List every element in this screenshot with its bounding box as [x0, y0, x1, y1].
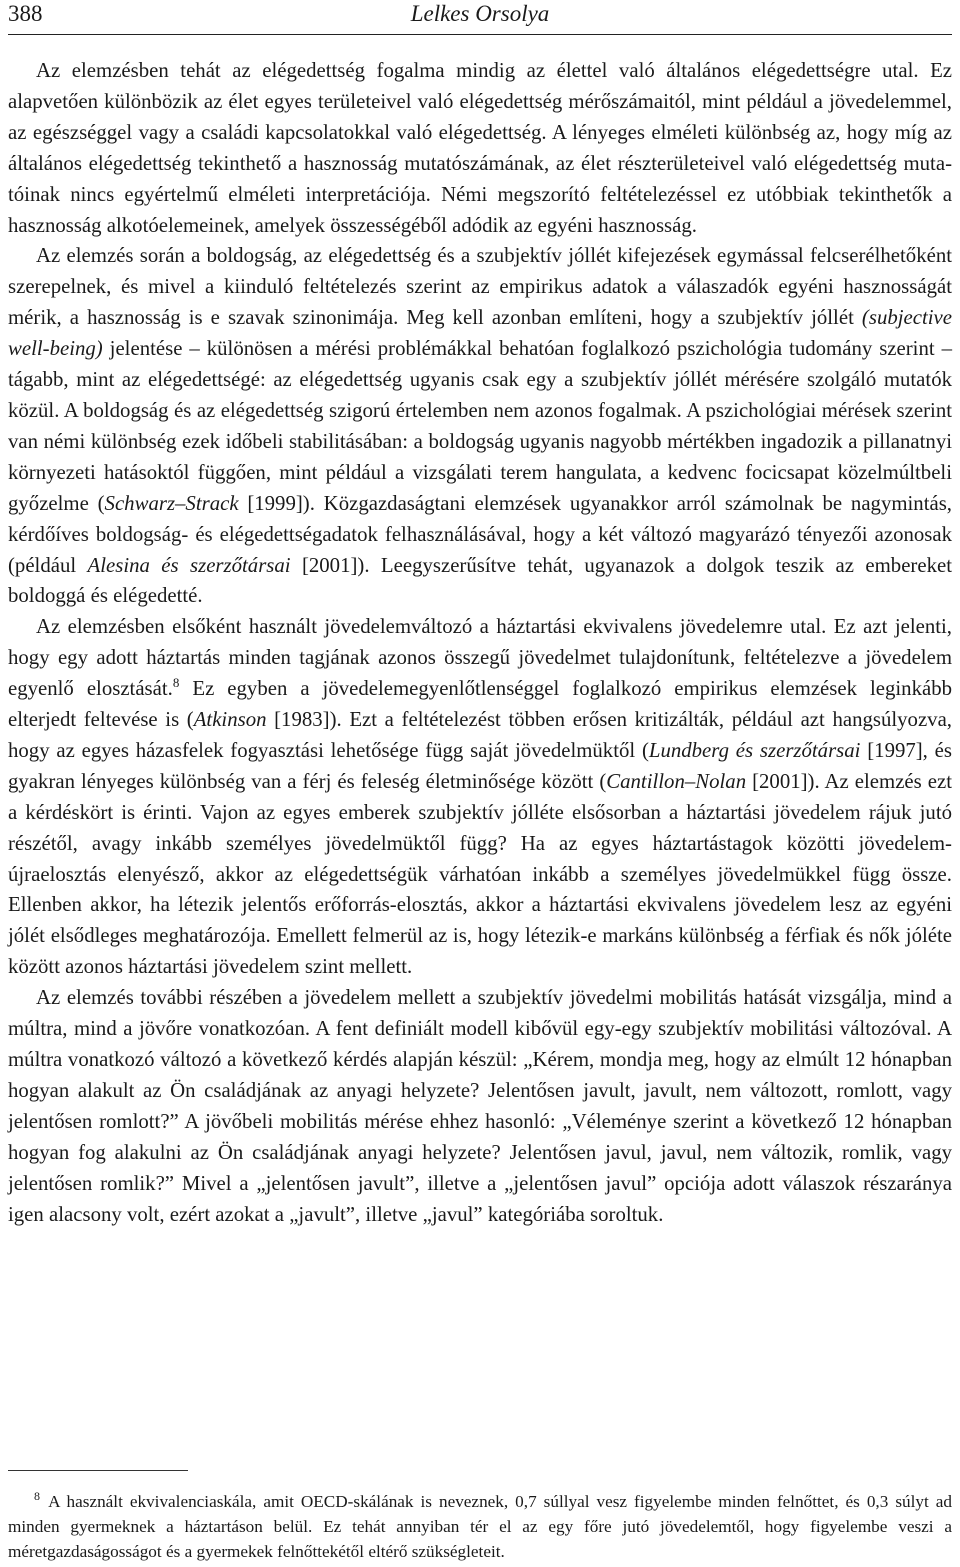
paragraph: [8, 241, 952, 612]
text-run: Az elemzés során a boldogság, az elégedettség és a szubjektív jóllét kifejezések egymással felcserélhetőként szerepelnek, és mivel a kiinduló feltételezés szerint az empirikus adatok a válaszadók egyéni hasznosságát mérik, a hasznosság is e szavak szinonimája. Meg kell azonban említeni, hogy a szubjektív jóllét: [8, 244, 952, 330]
text-run: jelentése – különösen a mérési problémákkal behatóan foglalkozó pszichológia tudomány szerint – tágabb, mint az elégedettségé: az elégedettség ugyanis csak egy a szubjektív jóllét mérésére szolgáló mutatók közül. A boldogság és az elégedettség szigorú értelemben nem azonos fogalmak. A pszichológiai mérések szerint van némi különbség ezek időbeli stabilitásában: a boldogság ugyanis nagyobb mértékben ingadozik a pillanatnyi környezeti hatásoktól függően, mint például a vizsgálati terem hangulata, a kedvenc focicsapat közelmúltbeli győzelme (: [8, 337, 952, 515]
text-run: Az elemzésben tehát az elégedettség fogalma mindig az élettel való általános elégedettségre utal. Ez alapvetően különbözik az élet egyes területeivel való elégedettség mérőszámaitól, mint például a jövedelemmel, az egészséggel vagy a családi kapcsolatokkal való elégedettség. A lényeges elméleti különbség az, hogy míg az általános elégedettség tekinthető a hasznosság mutatószámának, az élet részterületeivel való elégedettség mutatóinak nincs egyértelmű elméleti interpretációja. Némi megszorító feltételezéssel ez utóbbiak tekinthetők a hasznosság alkotóelemeinek, amelyek összességéből adódik az egyéni hasznosság.: [8, 59, 952, 237]
text-run: Az elemzésben elsőként használt jövedelemváltozó a háztartási ekvivalens jövedelemre utal. Ez azt jelenti, hogy egy adott háztartás minden tagjának azonos összegű jövedelmet tulajdonítunk, feltételezve a jövedelem egyenlő elosztását.: [8, 615, 952, 701]
footnote-divider: [8, 1470, 188, 1471]
footnote: [8, 1490, 952, 1564]
citation-author: Atkinson: [193, 708, 267, 732]
footnote-number: 8: [34, 1489, 40, 1504]
text-run: Ez egyben a jövedelemegyenlőtlenséggel foglalkozó empirikus elemzések leginkább elterjedt feltevése is (: [8, 677, 952, 732]
running-head-author: Lelkes Orsolya: [410, 1, 550, 26]
citation-author: Cantillon–Nolan: [606, 769, 747, 793]
footnote-paragraph: [8, 1490, 952, 1564]
text-run: [1983]). Ezt a feltételezést többen erősen kritizálták, például azt hangsúlyozva, hogy az egyes házasfelek fogyasztási lehetősége függ saját jövedelmüktől (: [8, 708, 952, 762]
text-run: [2001]). Az elemzés ezt a kérdéskört is érinti. Vajon az egyes emberek szubjektív jólléte elsősorban a háztartási jövedelem rájuk jutó részétől, avagy inkább személyes jövedelmüktől függ? Ha az egyes háztartástagok közötti jövedelem-újraelosztás elenyésző, akkor az elégedettségük várhatóan inkább a személyes jövedelmükkel függ össze. Ellenben akkor, ha létezik jelentős erőforrás-elosztás, akkor a háztartási ekvivalens jövedelem lesz az egyéni jólét elsődleges meghatározója. Emellett felmerül az is, hogy létezik-e markáns különbség a férfiak és nők jóléte között azonos háztartási jövedelem szint mellett.: [8, 769, 952, 979]
page-number: 388: [8, 1, 43, 26]
text-run: Az elemzés további részében a jövedelem mellett a szubjektív jövedelmi mobilitás hatását vizsgálja, mind a múltra, mind a jövőre vonatkozóan. A fent definiált modell kibővül egy-egy szubjektív mobilitási változóval. A múltra vonatkozó változó a következő kérdés alapján készül: „Kérem, mondja meg, hogy az elmúlt 12 hónapban hogyan alakult az Ön családjának az anyagi helyzete? Jelentősen javult, javult, nem változott, romlott, vagy jelentősen romlott?” A jövőbeli mobilitás mérése ehhez hasonló: „Véleménye szerint a következő 12 hónapban hogyan fog alakulni az Ön családjának anyagi helyzete? Jelentősen javul, javul, nem változik, romlik, vagy jelentősen romlik?” Mivel a „jelentősen javult”, illetve a „jelentősen javul” opciója adott válaszok részaránya igen alacsony volt, ezért azokat a „javult”, illetve „javul” kategóriába soroltuk.: [8, 986, 952, 1226]
citation-author: Alesina és szerzőtársai: [87, 553, 291, 577]
text-run: [1997], és gyakran lényeges különbség van a férj és feleség életminősége között (: [8, 738, 952, 793]
body-text: [8, 56, 952, 1230]
paragraph: [8, 983, 952, 1230]
paragraph: [8, 612, 952, 983]
footnote-reference[interactable]: 8: [172, 675, 180, 691]
italic-term: (subjective well-being): [8, 306, 952, 361]
footnote-text: A használt ekvivalenciaskála, amit OECD-skálának is neveznek, 0,7 súllyal vesz figyelembe minden felnőttet, és 0,3 súlyt ad minden gyermeknek a háztartáson belül. Ez tehát annyiban tér el az egy főre jutó jövedelemtől, hogy figyelembe veszi a méretgazdaságosságot és a gyermekek felnőttekétől eltérő szükségleteit.: [8, 1492, 952, 1561]
citation-author: Lundberg és szerzőtársai: [648, 738, 861, 762]
citation-author: Schwarz–Strack: [104, 491, 239, 515]
paragraph: [8, 56, 952, 241]
text-run: [2001]). Leegyszerűsítve tehát, ugyanazok a dolgok teszik az embereket boldoggá és elégedetté.: [8, 553, 952, 608]
text-run: [1999]). Közgazdaságtani elemzések ugyanakkor arról számolnak be nagymintás, kérdőíves boldogság- és elégedettségadatok felhasználásával, hogy a két változó magyarázó tényezői azonosak (például: [8, 491, 953, 577]
page-header: [8, 0, 952, 35]
